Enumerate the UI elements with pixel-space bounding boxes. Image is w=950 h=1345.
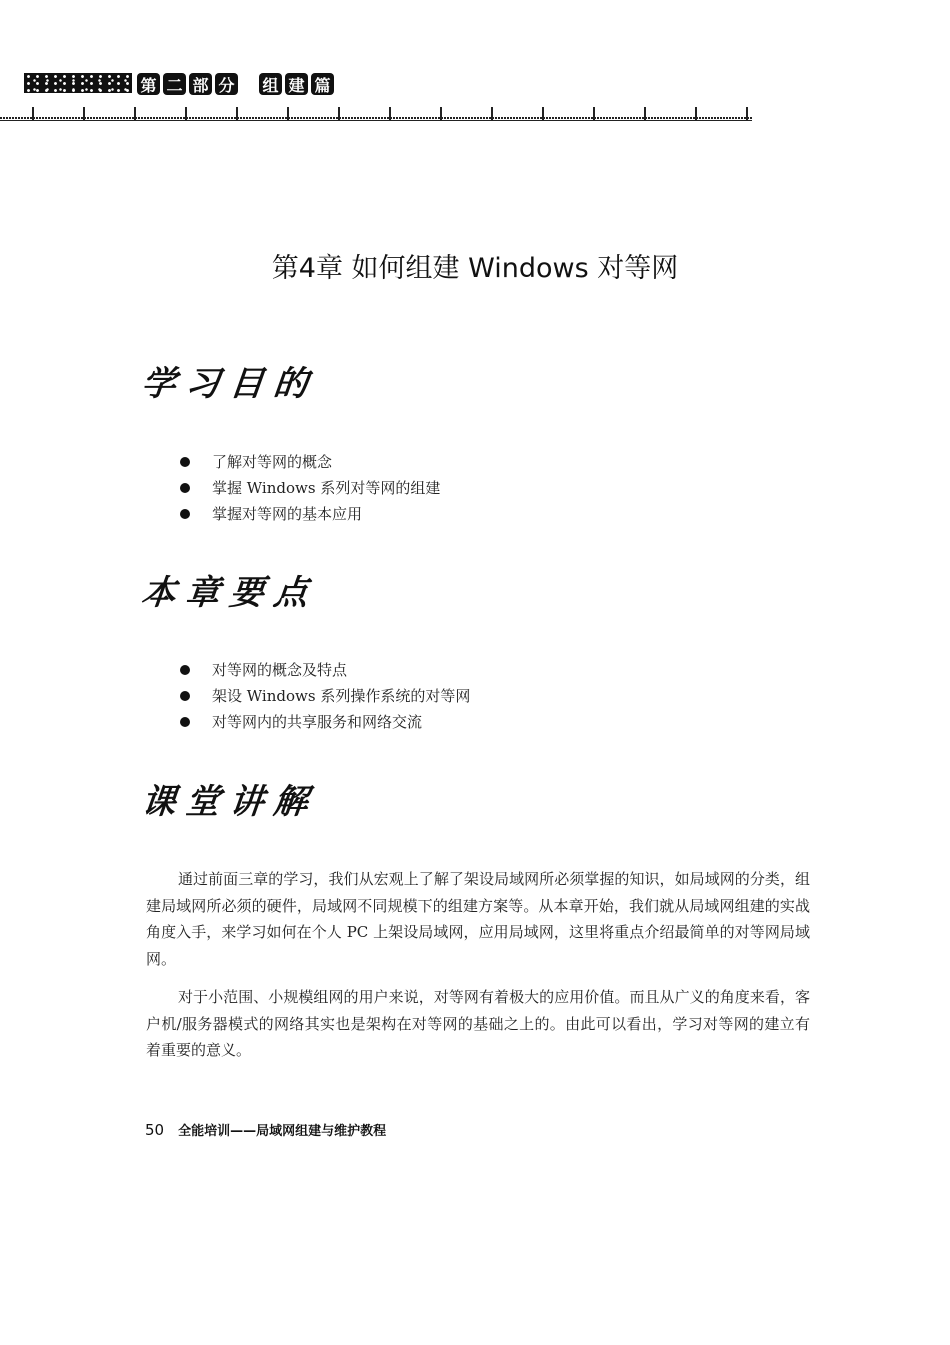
list-item: 架设 Windows 系列操作系统的对等网 — [180, 683, 470, 709]
lecture-heading: 课堂讲解 — [139, 782, 320, 822]
lecture-paragraph: 通过前面三章的学习，我们从宏观上了解了架设局域网所必须掌握的知识，如局域网的分类，组建局域网所必须的硬件，局域网不同规模下的组建方案等。从本章开始，我们就从局域网组建的实战角度入手，来学习如何在个人 PC 上架设局域网，应用局域网，这里将重点介绍最简单的对等网局域网。 — [146, 870, 810, 968]
book-title: 全能培训——局域网组建与维护教程 — [178, 1124, 387, 1139]
part-char: 分 — [215, 73, 238, 95]
ruler-tick — [134, 107, 136, 121]
list-item: 掌握 Windows 系列对等网的组建 — [180, 475, 440, 501]
ruler-tick — [644, 107, 646, 121]
ruler-tick — [440, 107, 442, 121]
list-item: 掌握对等网的基本应用 — [180, 501, 440, 527]
key-points-list — [180, 657, 470, 735]
ruler-tick — [83, 107, 85, 121]
section-char: 建 — [285, 73, 308, 95]
section-char: 篇 — [311, 73, 334, 95]
ruler-line — [0, 117, 752, 121]
ruler-tick — [32, 107, 34, 121]
section-char: 组 — [259, 73, 282, 95]
ruler-tick — [287, 107, 289, 121]
part-char: 部 — [189, 73, 212, 95]
objectives-heading: 学习目的 — [139, 364, 320, 404]
header-pattern-decoration — [24, 73, 132, 93]
bullet-icon — [180, 717, 190, 727]
part-char: 二 — [163, 73, 186, 95]
ruler-tick — [389, 107, 391, 121]
ruler-tick — [491, 107, 493, 121]
key-points-heading: 本章要点 — [139, 573, 320, 613]
part-label — [137, 72, 337, 96]
ruler-tick — [746, 107, 748, 121]
page-footer — [145, 1120, 386, 1139]
ruler-tick — [542, 107, 544, 121]
part-char: 第 — [137, 73, 160, 95]
ruler-tick — [185, 107, 187, 121]
chapter-title: 第4章 如何组建 Windows 对等网 — [271, 253, 679, 284]
ruler-tick — [593, 107, 595, 121]
objectives-list — [180, 449, 440, 527]
ruler-tick — [338, 107, 340, 121]
bullet-icon — [180, 509, 190, 519]
header-ruler — [0, 107, 752, 125]
bullet-icon — [180, 457, 190, 467]
bullet-icon — [180, 483, 190, 493]
ruler-tick — [695, 107, 697, 121]
page-number: 50 — [145, 1121, 165, 1139]
list-item: 对等网内的共享服务和网络交流 — [180, 709, 470, 735]
list-item: 了解对等网的概念 — [180, 449, 440, 475]
lecture-paragraph: 对于小范围、小规模组网的用户来说，对等网有着极大的应用价值。而且从广义的角度来看，客户机/服务器模式的网络其实也是架构在对等网的基础之上的。由此可以看出，学习对等网的建立有着重要的意义。 — [146, 988, 810, 1059]
bullet-icon — [180, 665, 190, 675]
list-item: 对等网的概念及特点 — [180, 657, 470, 683]
bullet-icon — [180, 691, 190, 701]
ruler-tick — [236, 107, 238, 121]
